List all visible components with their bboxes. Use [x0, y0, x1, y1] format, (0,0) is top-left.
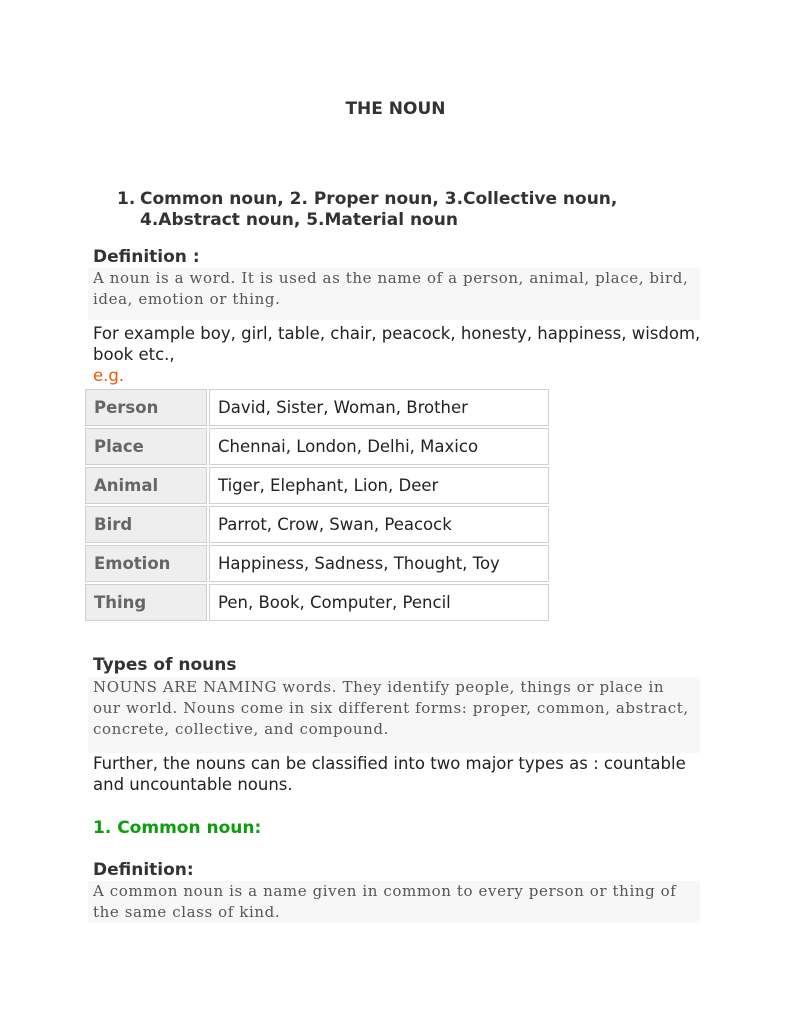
table-cell-category: Place — [85, 428, 207, 465]
eg-label: e.g. — [93, 366, 125, 385]
types-of-nouns-text: NOUNS ARE NAMING words. They identify people, things or place in our world. Nouns come in six different forms: proper, common, abstract, concrete, collective, and compound. — [88, 677, 700, 753]
common-noun-heading: 1. Common noun: — [93, 818, 262, 838]
noun-types-list — [117, 189, 717, 231]
table-cell-examples: Pen, Book, Computer, Pencil — [209, 584, 549, 621]
table-cell-category: Animal — [85, 467, 207, 504]
table-cell-examples: Happiness, Sadness, Thought, Toy — [209, 545, 549, 582]
table-cell-examples: Chennai, London, Delhi, Maxico — [209, 428, 549, 465]
table-cell-examples: David, Sister, Woman, Brother — [209, 389, 549, 426]
table-cell-examples: Parrot, Crow, Swan, Peacock — [209, 506, 549, 543]
table-row — [85, 389, 549, 426]
definition-text: A noun is a word. It is used as the name of a person, animal, place, bird, idea, emotion or thing. — [88, 268, 700, 320]
table-cell-category: Thing — [85, 584, 207, 621]
table-row — [85, 584, 549, 621]
list-item-number: 1. — [117, 189, 136, 209]
table-cell-category: Person — [85, 389, 207, 426]
table-row — [85, 428, 549, 465]
types-of-nouns-heading: Types of nouns — [93, 655, 237, 675]
table-cell-category: Bird — [85, 506, 207, 543]
noun-examples-table — [83, 387, 551, 623]
further-text: Further, the nouns can be classified into two major types as : countable and uncountable nouns. — [93, 754, 686, 794]
list-item-text: Common noun, 2. Proper noun, 3.Collective noun, 4.Abstract noun, 5.Material noun — [140, 189, 618, 230]
table-row — [85, 545, 549, 582]
common-noun-definition-text: A common noun is a name given in common to every person or thing of the same class of kind. — [88, 881, 700, 923]
definition-heading: Definition : — [93, 247, 200, 267]
common-noun-definition-heading: Definition: — [93, 860, 194, 880]
page-title: THE NOUN — [345, 99, 446, 119]
table-cell-category: Emotion — [85, 545, 207, 582]
example-text: For example boy, girl, table, chair, peacock, honesty, happiness, wisdom, book etc., — [93, 324, 701, 364]
table-row — [85, 506, 549, 543]
table-row — [85, 467, 549, 504]
table-cell-examples: Tiger, Elephant, Lion, Deer — [209, 467, 549, 504]
